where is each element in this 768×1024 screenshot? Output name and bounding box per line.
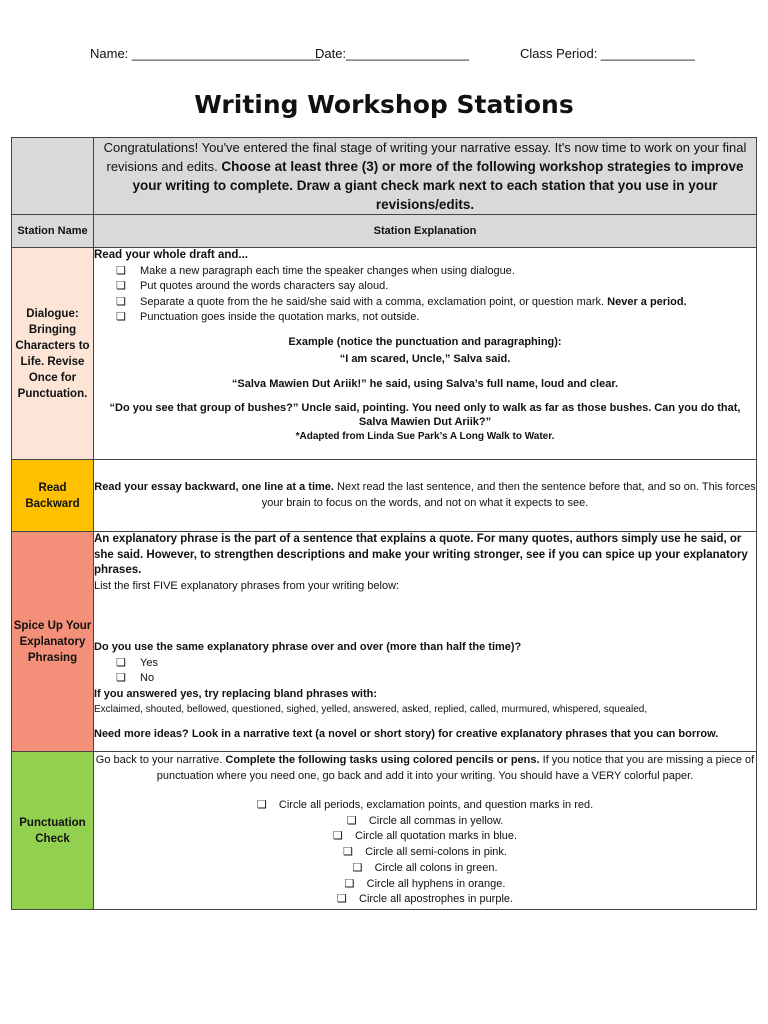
station-content-spice [94, 532, 757, 752]
intro-text: Congratulations! You've entered the final stage of writing your narrative essay. It's now time to work on your final revisions and edits. [103, 140, 747, 174]
checklist-item: ❑ Circle all semi-colons in pink. [343, 846, 507, 859]
never-period-note: Never a period. [607, 295, 687, 308]
dialogue-item: ❑ Punctuation goes inside the quotation marks, not outside. [94, 310, 756, 326]
read-backward-bold: Read your essay backward, one line at a time. [94, 481, 334, 493]
phrase-writing-space[interactable] [94, 594, 756, 640]
checkbox-icon[interactable]: ❑ [332, 830, 343, 843]
spice-if-yes: If you answered yes, try replacing bland phrases with: [94, 687, 378, 700]
option-no: ❑ No [94, 671, 756, 687]
checkbox-icon[interactable]: ❑ [116, 656, 126, 669]
station-content-read-backward [94, 460, 757, 532]
checklist-item: ❑ Circle all apostrophes in purple. [336, 893, 514, 906]
checkbox-icon[interactable]: ❑ [116, 311, 126, 323]
example-heading: Example (notice the punctuation and paragraphing): [288, 335, 562, 348]
checkbox-icon[interactable]: ❑ [336, 893, 347, 906]
class-period-field[interactable]: Class Period: _____________ [520, 46, 695, 61]
checkbox-icon[interactable]: ❑ [344, 877, 355, 890]
dialogue-item: ❑ Make a new paragraph each time the speaker changes when using dialogue. [94, 264, 756, 280]
checklist-item: ❑ Circle all commas in yellow. [346, 814, 504, 827]
checkbox-icon[interactable]: ❑ [116, 295, 126, 308]
stations-table [11, 137, 757, 910]
checklist-item: ❑ Circle all hyphens in orange. [344, 877, 506, 890]
column-header-row [12, 215, 757, 248]
station-row-read-backward [12, 460, 757, 532]
station-label-punctuation: Punctuation Check [12, 752, 94, 910]
checklist-item: ❑ Circle all periods, exclamation points, and question marks in red. [256, 799, 594, 811]
station-label-spice: Spice Up Your Explanatory Phrasing [12, 532, 94, 752]
example-quote-2: “Salva Mawien Dut Ariik!” he said, using Salva’s full name, loud and clear. [231, 377, 619, 390]
checkbox-icon[interactable]: ❑ [343, 846, 353, 859]
checklist-item: ❑ Circle all colons in green. [352, 861, 498, 874]
station-row-punctuation [12, 752, 757, 910]
checkbox-icon[interactable]: ❑ [256, 799, 267, 811]
example-source: *Adapted from Linda Sue Park’s A Long Walk to Water. [295, 431, 555, 442]
example-quote-3: “Do you see that group of bushes?” Uncle said, pointing. You need only to walk as far as those bushes. Can you do that, Salva Mawien Dut Ariik?” [109, 402, 741, 428]
station-explanation-header: Station Explanation [94, 215, 757, 248]
intro-row [12, 138, 757, 215]
intro-blank-cell [12, 138, 94, 215]
checkbox-icon[interactable]: ❑ [116, 264, 126, 277]
station-label-dialogue: Dialogue: Bringing Characters to Life. Revise Once for Punctuation. [12, 248, 94, 460]
spice-list-prompt: List the first FIVE explanatory phrases from your writing below: [94, 579, 400, 592]
intro-instructions: Choose at least three (3) or more of the following workshop strategies to improve your writing to complete. Draw a giant check mark next to each station that you use in your revisions/edits. [132, 159, 744, 212]
page-title: Writing Workshop Stations [194, 90, 574, 119]
intro-cell [94, 138, 757, 215]
spice-intro: An explanatory phrase is the part of a sentence that explains a quote. For many quotes, authors simply use he said, or she said. However, to strengthen descriptions and make your writing stronger, see if you can spice up your explanatory phrases. [94, 533, 748, 576]
station-name-header: Station Name [12, 215, 94, 248]
station-content-dialogue [94, 248, 757, 460]
read-backward-text: Next read the last sentence, and then the sentence before that, and so on. This forces your brain to focus on the words, and not on what it expects to see. [261, 481, 756, 509]
checkbox-icon[interactable]: ❑ [346, 814, 357, 827]
date-field[interactable]: Date:_________________ [315, 46, 469, 61]
station-content-punctuation [94, 752, 757, 910]
student-info-header [90, 46, 695, 66]
station-label-read-backward: Read Backward [12, 460, 94, 532]
name-field[interactable]: Name: __________________________ [90, 46, 320, 61]
option-yes: ❑ Yes [94, 656, 756, 672]
dialogue-lead: Read your whole draft and... [94, 249, 248, 261]
spice-more-ideas: Need more ideas? Look in a narrative text (a novel or short story) for creative explanatory phrases that you can borrow. [94, 727, 719, 740]
dialogue-item: ❑ Put quotes around the words characters say aloud. [94, 279, 756, 295]
example-quote-1: “I am scared, Uncle,” Salva said. [339, 353, 511, 365]
dialogue-item: ❑ Separate a quote from the he said/she said with a comma, exclamation point, or question mark. Never a period. [94, 295, 756, 311]
checkbox-icon[interactable]: ❑ [116, 672, 126, 684]
station-row-spice [12, 532, 757, 752]
spice-word-list: Exclaimed, shouted, bellowed, questioned, sighed, yelled, answered, asked, replied, called, murmured, whispered, squealed, [94, 704, 648, 715]
punctuation-checklist [94, 798, 756, 908]
checkbox-icon[interactable]: ❑ [352, 861, 363, 874]
punctuation-intro: Go back to your narrative. Complete the following tasks using colored pencils or pens. If you notice that you are missing a piece of punctuation where you need one, go back and add it into your writing. You should have a VERY colorful paper. [95, 754, 755, 782]
station-row-dialogue [12, 248, 757, 460]
checklist-item: ❑ Circle all quotation marks in blue. [332, 830, 518, 843]
checkbox-icon[interactable]: ❑ [116, 280, 126, 292]
spice-question: Do you use the same explanatory phrase over and over (more than half the time)? [94, 641, 522, 653]
